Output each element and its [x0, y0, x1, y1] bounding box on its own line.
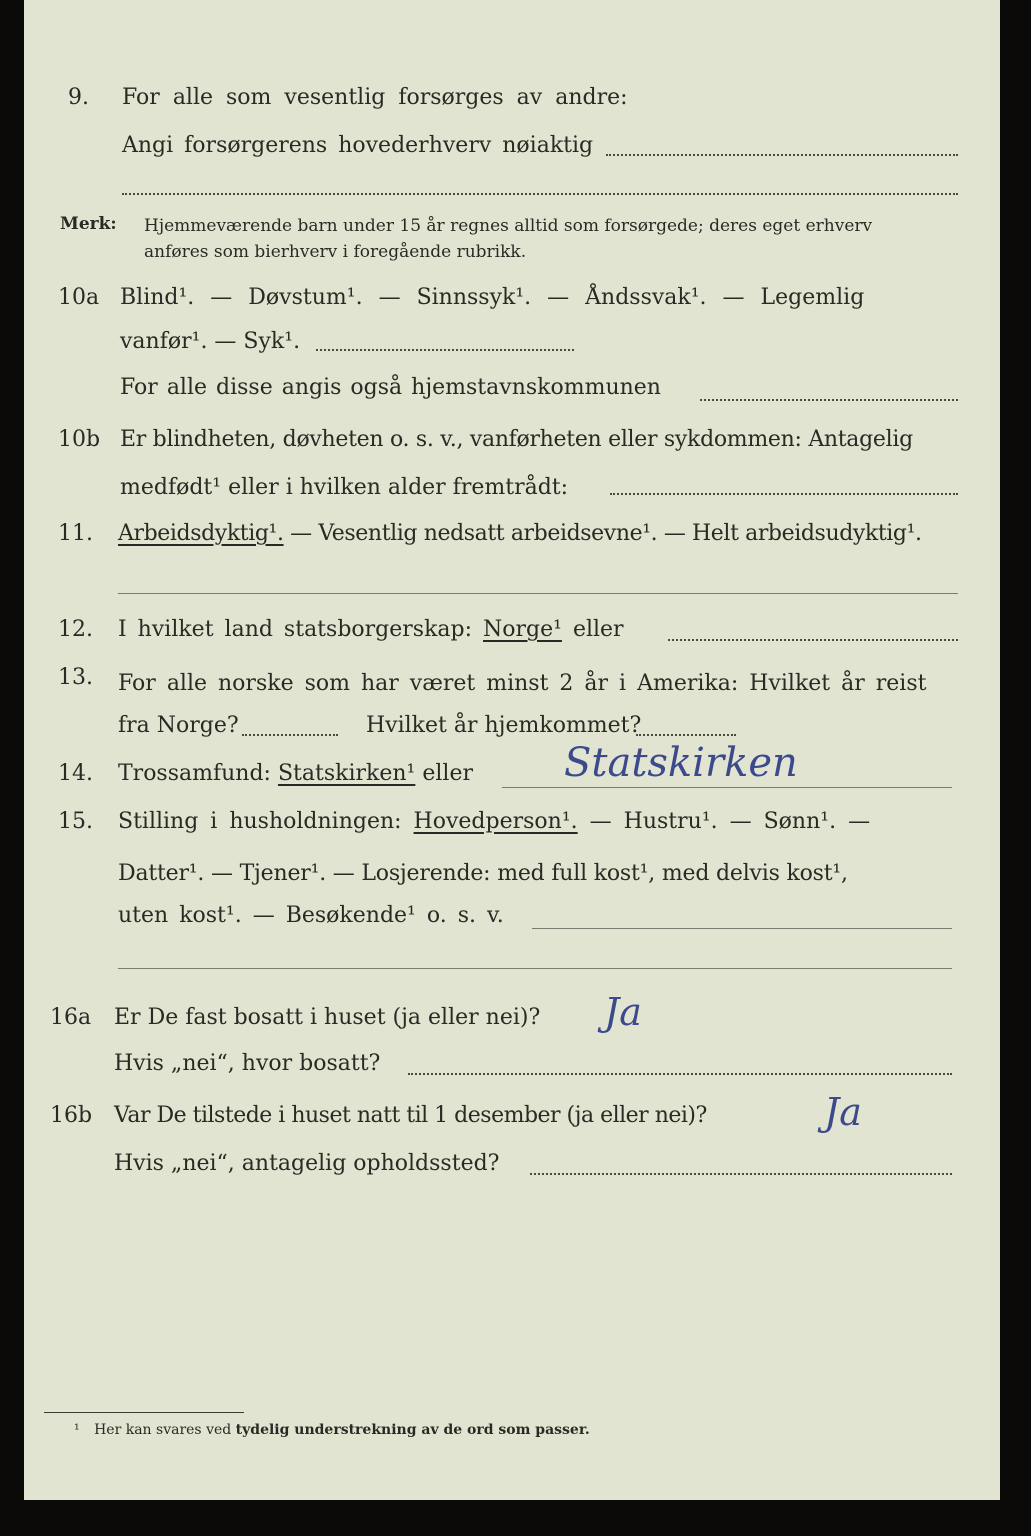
- q15-line3: uten kost¹. — Besøkende¹ o. s. v.: [118, 903, 504, 928]
- q16a-line1: Er De fast bosatt i huset (ja eller nei)?: [114, 1005, 541, 1030]
- q13-line1: For alle norske som har været minst 2 år i Amerika: Hvilket år reist: [118, 671, 927, 696]
- q16b-handwritten-answer: Ja: [824, 1090, 862, 1134]
- q11-line: [118, 520, 922, 548]
- q14-number: 14.: [58, 761, 93, 786]
- q10b-number: 10b: [58, 427, 101, 452]
- q10a-hjemstavn-line[interactable]: [700, 399, 958, 401]
- q14-answer-line[interactable]: [502, 787, 952, 788]
- q16b-answer-line[interactable]: [530, 1173, 952, 1175]
- q12-line: [118, 616, 624, 644]
- q12-option-norge[interactable]: Norge¹: [483, 617, 562, 642]
- q15-option-hovedperson[interactable]: Hovedperson¹.: [413, 809, 578, 834]
- q11-answer-line[interactable]: [118, 593, 958, 594]
- q15-line2: Datter¹. — Tjener¹. — Losjerende: med full kost¹, med delvis kost¹,: [118, 861, 848, 886]
- q9-line2: Angi forsørgerens hovederhverv nøiaktig: [122, 133, 594, 158]
- q13-line2b: Hvilket år hjemkommet?: [366, 713, 642, 738]
- q16a-number: 16a: [50, 1005, 92, 1030]
- q16a-handwritten-answer: Ja: [604, 990, 642, 1034]
- q11-options-rest: — Vesentlig nedsatt arbeidsevne¹. — Helt arbeidsudyktig¹.: [283, 521, 922, 546]
- q10a-line1: Blind¹. — Døvstum¹. — Sinnssyk¹. — Åndssvak¹. — Legemlig: [120, 285, 865, 310]
- q9-line1: For alle som vesentlig forsørges av andre:: [122, 85, 628, 110]
- q14-line: [118, 760, 473, 788]
- q16a-line2: Hvis „nei“, hvor bosatt?: [114, 1051, 381, 1076]
- q16b-number: 16b: [50, 1103, 93, 1128]
- q11-number: 11.: [58, 521, 93, 546]
- q15-line1-rest: — Hustru¹. — Sønn¹. —: [577, 809, 871, 834]
- q11-option-arbeidsdyktig[interactable]: Arbeidsdyktig¹.: [118, 521, 284, 546]
- merk-line2: anføres som bierhverv i foregående rubrikk.: [144, 242, 527, 262]
- q9-answer-line-2[interactable]: [122, 193, 958, 195]
- q14-handwritten-answer: Statskirken: [564, 740, 798, 786]
- q12-question: I hvilket land statsborgerskap:: [118, 617, 484, 642]
- footnote-text-a: Her kan svares ved: [94, 1422, 236, 1438]
- q13-reist-line[interactable]: [242, 734, 338, 736]
- q10b-line1: Er blindheten, døvheten o. s. v., vanførheten eller sykdommen: Antagelig: [120, 427, 913, 452]
- census-form-page: [24, 0, 1000, 1500]
- q12-answer-line[interactable]: [668, 639, 958, 641]
- q10b-line2: medfødt¹ eller i hvilken alder fremtrådt:: [120, 475, 569, 500]
- q14-option-statskirken[interactable]: Statskirken¹: [277, 761, 416, 786]
- q16b-line1: Var De tilstede i huset natt til 1 desember (ja eller nei)?: [114, 1103, 707, 1128]
- q15-number: 15.: [58, 809, 93, 834]
- q13-line2a: fra Norge?: [118, 713, 239, 738]
- q15-line1: [118, 808, 870, 836]
- q13-hjemkommet-line[interactable]: [636, 734, 736, 736]
- q10a-number: 10a: [58, 285, 100, 310]
- q10a-line2: vanfør¹. — Syk¹.: [120, 329, 301, 354]
- q9-number: 9.: [68, 85, 89, 110]
- q12-number: 12.: [58, 617, 93, 642]
- q9-answer-line[interactable]: [606, 154, 958, 156]
- q14-question: Trossamfund:: [118, 761, 278, 786]
- q12-eller: eller: [561, 617, 624, 642]
- q14-eller: eller: [415, 761, 473, 786]
- q10b-answer-line[interactable]: [610, 493, 958, 495]
- footnote-text-b: tydelig understrekning av de ord som passer.: [235, 1422, 590, 1438]
- q16a-answer-line[interactable]: [408, 1073, 952, 1075]
- footnote: [74, 1422, 590, 1438]
- q16b-line2: Hvis „nei“, antagelig opholdssted?: [114, 1151, 500, 1176]
- merk-line1: Hjemmeværende barn under 15 år regnes alltid som forsørgede; deres eget erhverv: [144, 216, 873, 236]
- merk-label: Merk:: [60, 214, 117, 234]
- q15-question: Stilling i husholdningen:: [118, 809, 414, 834]
- q10a-line3: For alle disse angis også hjemstavnskommunen: [120, 375, 661, 400]
- q13-number: 13.: [58, 665, 93, 690]
- q15-answer-line[interactable]: [532, 928, 952, 929]
- q10a-answer-line[interactable]: [316, 349, 574, 351]
- footnote-rule: [44, 1412, 244, 1413]
- q15-answer-line-2[interactable]: [118, 968, 952, 969]
- footnote-mark: ¹: [74, 1422, 80, 1438]
